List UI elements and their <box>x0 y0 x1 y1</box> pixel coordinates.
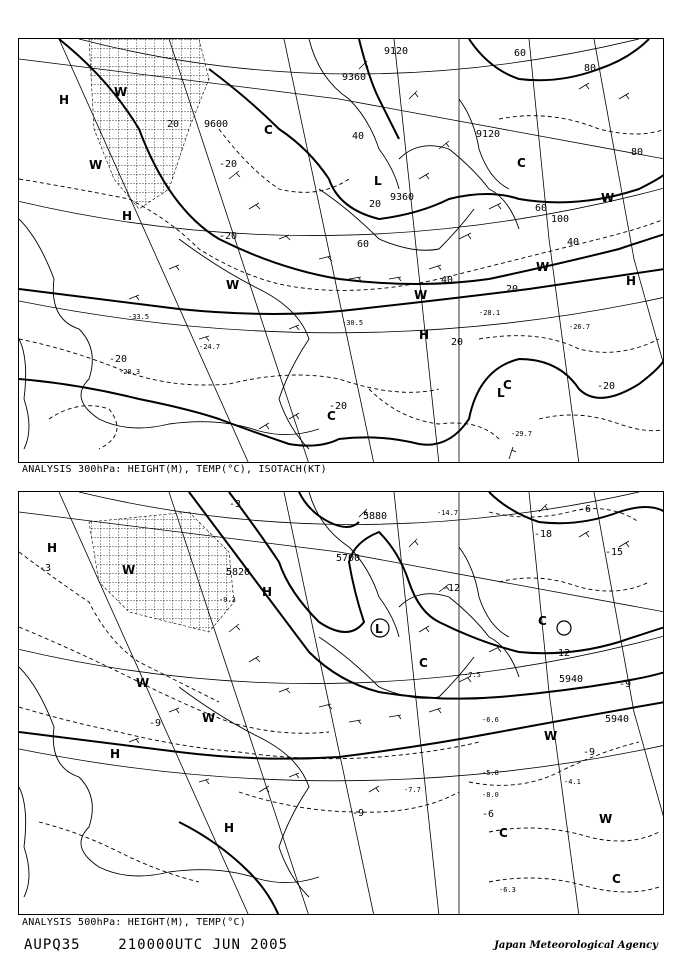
station-value: -26.7 <box>569 323 591 331</box>
isotach-label: 80 <box>584 63 597 74</box>
temp-label: -3 <box>229 499 242 510</box>
temp-label: -9 <box>619 679 632 690</box>
temp-label: -9 <box>149 718 162 729</box>
map-500hpa-canvas <box>19 492 664 915</box>
cold-center: C <box>538 614 547 628</box>
warm-center: W <box>136 676 150 690</box>
chart-identifier <box>24 937 288 953</box>
temp-label: -20 <box>597 381 616 392</box>
isotach-label: 20 <box>506 284 519 295</box>
height-label: 9600 <box>204 119 229 130</box>
warm-center: W <box>202 711 216 725</box>
station-value: -7.7 <box>404 786 421 794</box>
station-value: -5.8 <box>482 769 499 777</box>
isotach-label: 40 <box>352 131 365 142</box>
isotach-label: 20 <box>167 119 180 130</box>
height-label: 5940 <box>559 674 584 685</box>
isotach-label: 80 <box>631 147 644 158</box>
warm-center: W <box>414 288 428 302</box>
isotach-label: 20 <box>451 337 464 348</box>
agency-credit: Japan Meteorological Agency <box>494 940 658 951</box>
height-label: 9120 <box>476 129 501 140</box>
warm-center: W <box>89 158 103 172</box>
high-center: H <box>224 821 235 835</box>
cold-center: C <box>503 378 512 392</box>
station-value: -14.7 <box>437 509 459 517</box>
height-label: 9360 <box>342 72 367 83</box>
high-center: H <box>110 747 121 761</box>
low-center: L <box>497 386 505 400</box>
hatched-region-500 <box>89 512 234 632</box>
chart-code: AUPQ35 <box>24 937 81 953</box>
warm-center: W <box>114 85 128 99</box>
high-center: H <box>59 93 70 107</box>
station-values-500 <box>219 509 584 894</box>
high-center: H <box>626 274 637 288</box>
temp-label: -6 <box>482 809 495 820</box>
temp-label: -20 <box>329 401 348 412</box>
high-center: H <box>47 541 58 555</box>
station-value: -9.3 <box>219 596 236 604</box>
temp-label: -9 <box>583 747 596 758</box>
station-value: -8.0 <box>482 791 499 799</box>
station-value: -28.1 <box>479 309 501 317</box>
low-center: L <box>374 174 382 188</box>
station-value: -7.5 <box>464 671 481 679</box>
station-value: -24.7 <box>199 343 221 351</box>
cold-center: C <box>499 826 508 840</box>
warm-center: W <box>601 191 615 205</box>
warm-center: W <box>536 260 550 274</box>
cold-center: C <box>517 156 526 170</box>
temp-label: -3 <box>39 563 52 574</box>
temp-label: -9 <box>352 808 365 819</box>
warm-center: W <box>226 278 240 292</box>
height-label: 5880 <box>363 511 388 522</box>
isotach-label: 20 <box>369 199 382 210</box>
cold-center: C <box>264 123 273 137</box>
high-center: H <box>262 585 273 599</box>
cold-center: C <box>612 872 621 886</box>
isotach-label: 60 <box>357 239 370 250</box>
temp-label: -15 <box>605 547 624 558</box>
temp-label: -20 <box>109 354 128 365</box>
station-value: -29.7 <box>511 430 533 438</box>
station-value: -4.1 <box>564 778 581 786</box>
height-label: 9120 <box>384 46 409 57</box>
warm-center: W <box>122 563 136 577</box>
height-label: 5700 <box>336 553 361 564</box>
cold-center: C <box>327 409 336 423</box>
temp-label: -6 <box>579 504 592 515</box>
panel-300hpa-map <box>18 38 664 463</box>
isotach-label: 100 <box>551 214 570 225</box>
temp-label: -12 <box>442 583 461 594</box>
map-300hpa-canvas <box>19 39 664 463</box>
high-center: H <box>419 328 430 342</box>
temp-label: -20 <box>219 159 238 170</box>
panel-500hpa-map <box>18 491 664 915</box>
isotach-label: 60 <box>514 48 527 59</box>
height-label: 9360 <box>390 192 415 203</box>
high-center: H <box>122 209 133 223</box>
station-value: -6.6 <box>482 716 499 724</box>
station-value: -6.3 <box>499 886 516 894</box>
temp-label: -20 <box>219 231 238 242</box>
height-label: 5940 <box>605 714 630 725</box>
low-center: L <box>375 622 383 636</box>
hatched-region-300 <box>89 39 209 209</box>
station-value: -33.5 <box>128 313 150 321</box>
caption-300hpa: ANALYSIS 300hPa: HEIGHT(M), TEMP(°C), ISOTACH(KT) <box>22 464 327 475</box>
isotach-label: 40 <box>441 275 454 286</box>
isotach-label: 40 <box>567 237 580 248</box>
warm-center: W <box>544 729 558 743</box>
warm-center: W <box>599 812 613 826</box>
temp-label: -12 <box>552 648 571 659</box>
station-value: -30.5 <box>342 319 364 327</box>
valid-time: 210000UTC JUN 2005 <box>118 937 289 953</box>
isotach-label: 60 <box>535 203 548 214</box>
cold-center: C <box>419 656 428 670</box>
caption-500hpa: ANALYSIS 500hPa: HEIGHT(M), TEMP(°C) <box>22 917 246 928</box>
temp-label: -18 <box>534 529 553 540</box>
station-value: -28.3 <box>119 368 141 376</box>
height-label: 5820 <box>226 567 251 578</box>
